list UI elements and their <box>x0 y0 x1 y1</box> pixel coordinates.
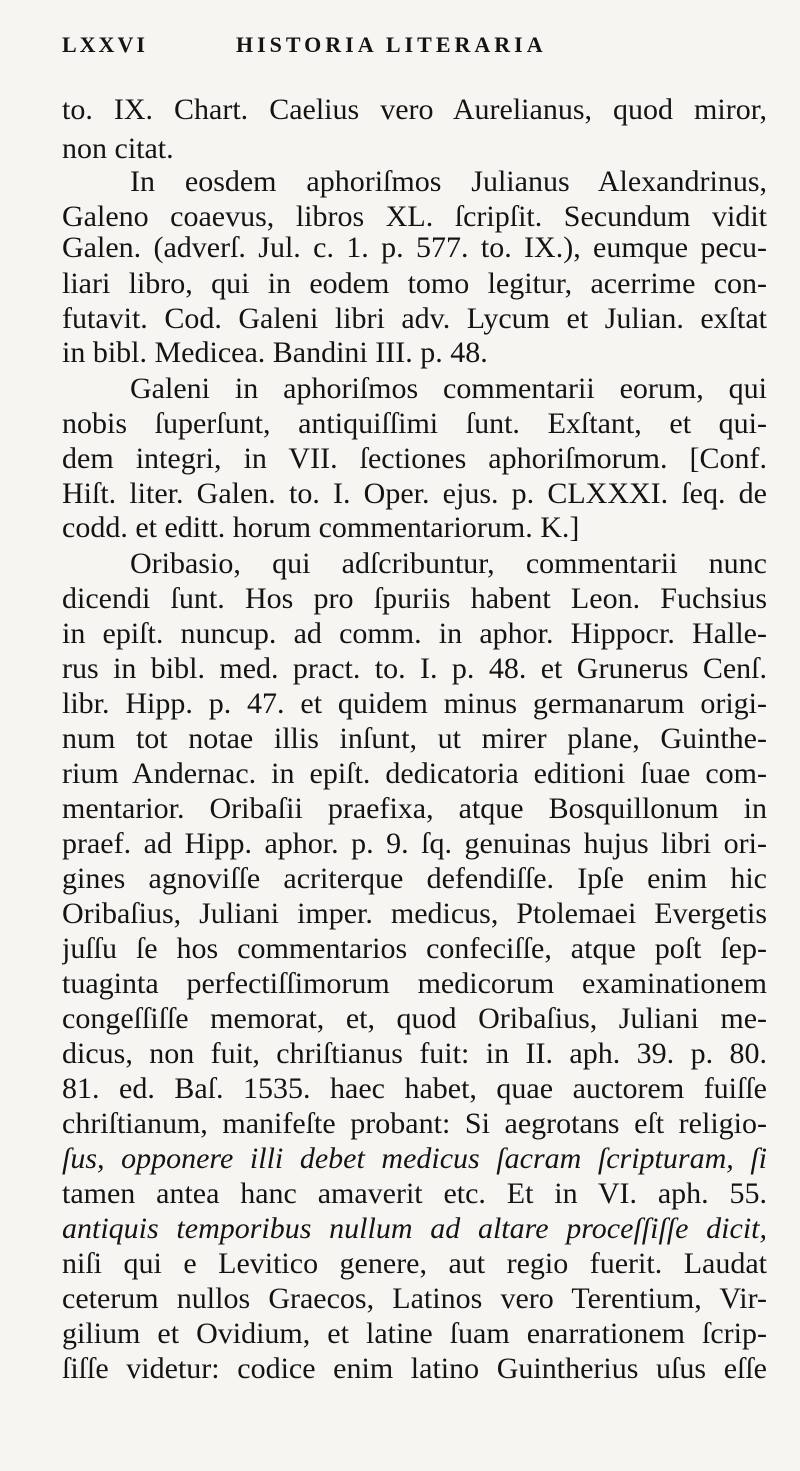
text-line: codd. et editt. horum commentariorum. K.] <box>62 511 580 544</box>
running-header <box>62 32 762 62</box>
text-line: in bibl. Medicea. Bandini III. p. 48. <box>62 336 488 369</box>
text-line: In eosdem aphoriſmos Julianus Alexandrinus, <box>130 165 767 198</box>
text-line: to. IX. Chart. Caelius vero Aurelianus, quod miror, <box>62 93 767 126</box>
text-line: Oribasio, qui adſcribuntur, commentarii nunc <box>130 547 767 580</box>
text-line: in epiſt. nuncup. ad comm. in aphor. Hippocr. Halle- <box>62 617 767 650</box>
text-line: mentarior. Oribaſii praefixa, atque Bosquillonum in <box>62 792 767 825</box>
text-line: dicendi ſunt. Hos pro ſpuriis habent Leon. Fuchsius <box>62 582 767 615</box>
text-line: chriſtianum, manifeſte probant: Si aegrotans eſt religio- <box>62 1107 767 1140</box>
running-title: HISTORIA LITERARIA <box>236 32 547 57</box>
text-line: Galen. (adverſ. Jul. c. 1. p. 577. to. IX.), eumque pecu- <box>62 231 767 264</box>
text-line: gilium et Ovidium, et latine ſuam enarrationem ſcrip- <box>62 1317 767 1350</box>
text-line: rium Andernac. in epiſt. dedicatoria editioni ſuae com- <box>62 757 767 790</box>
text-line: Oribaſius, Juliani imper. medicus, Ptolemaei Evergetis <box>62 897 767 930</box>
text-line: niſi qui e Levitico genere, aut regio fuerit. Laudat <box>62 1247 767 1280</box>
text-line: ſus, opponere illi debet medicus ſacram ſcripturam, ſi <box>62 1142 767 1175</box>
text-line: congeſſiſſe memorat, et, quod Oribaſius, Juliani me- <box>62 1002 767 1035</box>
text-line: futavit. Cod. Galeni libri adv. Lycum et Julian. exſtat <box>62 302 767 335</box>
text-line: nobis ſuperſunt, antiquiſſimi ſunt. Exſtant, et qui- <box>62 407 767 440</box>
text-line: Hiſt. liter. Galen. to. I. Oper. ejus. p. CLXXXI. ſeq. de <box>62 477 767 510</box>
text-line: tuaginta perfectiſſimorum medicorum examinationem <box>62 967 767 1000</box>
text-line: rus in bibl. med. pract. to. I. p. 48. et Grunerus Cenſ. <box>62 652 767 685</box>
text-line: juſſu ſe hos commentarios confeciſſe, atque poſt ſep- <box>62 932 767 965</box>
text-line: Galeno coaevus, libros XL. ſcripſit. Secundum vidit <box>62 200 767 233</box>
text-line: num tot notae illis inſunt, ut mirer plane, Guinthe- <box>62 722 767 755</box>
text-line: libr. Hipp. p. 47. et quidem minus germanarum origi- <box>62 687 767 720</box>
page-folio: LXXVI <box>62 32 148 57</box>
text-line: Galeni in aphoriſmos commentarii eorum, qui <box>130 372 767 405</box>
text-line: gines agnoviſſe acriterque defendiſſe. Ipſe enim hic <box>62 862 767 895</box>
text-line: non citat. <box>62 132 174 165</box>
text-line: ſiſſe videtur: codice enim latino Guintherius uſus eſſe <box>62 1352 767 1385</box>
text-line: 81. ed. Baſ. 1535. haec habet, quae auctorem fuiſſe <box>62 1072 767 1105</box>
text-line: dicus, non fuit, chriſtianus fuit: in II. aph. 39. p. 80. <box>62 1037 767 1070</box>
text-line: dem integri, in VII. ſectiones aphoriſmorum. [Conf. <box>62 442 767 475</box>
text-line: liari libro, qui in eodem tomo legitur, acerrime con- <box>62 267 767 300</box>
text-line: praef. ad Hipp. aphor. p. 9. ſq. genuinas hujus libri ori- <box>62 827 767 860</box>
text-line: ceterum nullos Graecos, Latinos vero Terentium, Vir- <box>62 1282 767 1315</box>
text-line: tamen antea hanc amaverit etc. Et in VI. aph. 55. <box>62 1177 767 1210</box>
text-line: antiquis temporibus nullum ad altare proceſſiſſe dicit, <box>62 1212 767 1245</box>
